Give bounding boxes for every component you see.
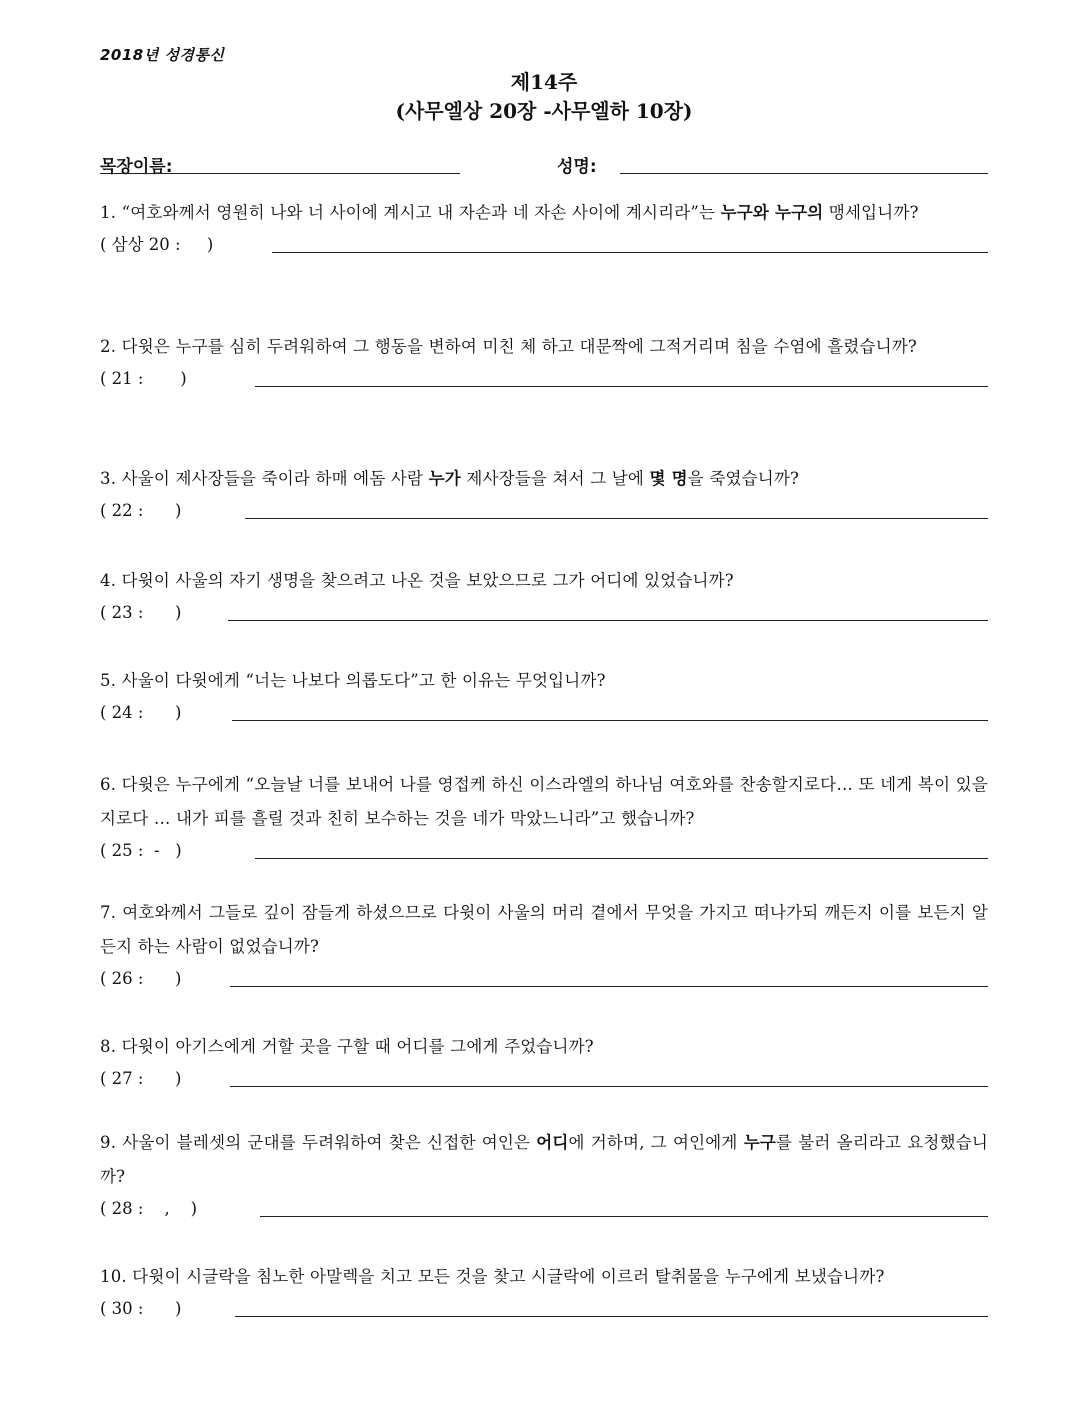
question-2: [100, 330, 988, 394]
church-name-line[interactable]: [100, 173, 460, 174]
question-text-part: 3. 사울이 제사장들을 죽이라 하매 에돔 사람: [100, 469, 429, 488]
answer-row: [100, 1294, 988, 1324]
answer-line[interactable]: [235, 1316, 988, 1317]
verse-reference: ( 24 : ): [100, 703, 182, 722]
week-title: 제14주: [510, 70, 578, 94]
answer-row: [100, 598, 988, 628]
answer-row: [100, 1064, 988, 1094]
church-name-label: 목장이름:: [100, 157, 173, 177]
answer-row: [100, 964, 988, 994]
question-emphasis: 누구: [743, 1133, 776, 1152]
verse-reference: ( 26 : ): [100, 969, 182, 988]
question-text: [100, 664, 988, 698]
question-text: [100, 1126, 988, 1194]
question-5: [100, 664, 988, 728]
verse-reference: ( 28 : , ): [100, 1199, 198, 1218]
header-label: 2018년 성경통신: [100, 46, 225, 64]
answer-line[interactable]: [230, 1086, 988, 1087]
question-text: [100, 330, 988, 364]
question-text-part: 9. 사울이 블레셋의 군대를 두려워하여 찾은 신접한 여인은: [100, 1133, 537, 1152]
answer-row: [100, 1194, 988, 1224]
question-text-part: 7. 여호와께서 그들로 깊이 잠들게 하셨으므로 다윗이 사울의 머리 곁에서 무엇을 가지고 떠나가되 깨든지 이를 보든지 알든지 하는 사람이 없었습니까?: [100, 903, 988, 956]
question-text: [100, 896, 988, 964]
question-text-part: 을 죽였습니까?: [687, 469, 800, 488]
question-text-part: 맹세입니까?: [823, 203, 919, 222]
person-name-label: 성명:: [557, 157, 597, 177]
question-text: [100, 462, 988, 496]
answer-row: [100, 698, 988, 728]
verse-reference: ( 23 : ): [100, 603, 182, 622]
question-text-part: 5. 사울이 다윗에게 “너는 나보다 의롭도다”고 한 이유는 무엇입니까?: [100, 671, 606, 690]
question-text-part: 2. 다윗은 누구를 심히 두려워하여 그 행동을 변하여 미친 체 하고 대문짝에 그적거리며 침을 수염에 흘렸습니까?: [100, 337, 917, 356]
answer-line[interactable]: [260, 1216, 988, 1217]
question-text: [100, 564, 988, 598]
answer-line[interactable]: [232, 720, 988, 721]
question-text: [100, 196, 988, 230]
answer-row: [100, 230, 988, 260]
question-text-part: 에 거하며, 그 여인에게: [568, 1133, 744, 1152]
answer-line[interactable]: [228, 620, 988, 621]
question-text: [100, 768, 988, 836]
scripture-range: (사무엘상 20장 -사무엘하 10장): [395, 99, 693, 123]
question-text-part: 4. 다윗이 사울의 자기 생명을 찾으려고 나온 것을 보았으므로 그가 어디에 있었습니까?: [100, 571, 734, 590]
question-text-part: 10. 다윗이 시글락을 침노한 아말렉을 치고 모든 것을 찾고 시글락에 이르러 탈취물을 누구에게 보냈습니까?: [100, 1267, 885, 1286]
question-4: [100, 564, 988, 628]
question-3: [100, 462, 988, 526]
question-7: [100, 896, 988, 994]
answer-line[interactable]: [245, 518, 988, 519]
verse-reference: ( 27 : ): [100, 1069, 182, 1088]
question-emphasis: 몇 명: [649, 469, 688, 488]
question-emphasis: 어디: [536, 1133, 569, 1152]
info-row: [100, 152, 988, 178]
answer-line[interactable]: [255, 386, 988, 387]
question-text-part: 를 불러 올리라고 요청했습니까?: [100, 1133, 988, 1186]
answer-line[interactable]: [272, 252, 988, 253]
verse-reference: ( 21 : ): [100, 369, 187, 388]
question-text-part: 6. 다윗은 누구에게 “오늘날 너를 보내어 나를 영접케 하신 이스라엘의 하나님 여호와를 찬송할지로다… 또 네게 복이 있을지로다 … 내가 피를 흘릴 것과 친히 보수하는 것을 네가 막았느니라”고 했습니까?: [100, 775, 988, 828]
person-name-line[interactable]: [620, 173, 988, 174]
verse-reference: ( 25 : - ): [100, 841, 182, 860]
question-10: [100, 1260, 988, 1324]
question-emphasis: 누구와 누구의: [720, 203, 824, 222]
answer-line[interactable]: [255, 858, 988, 859]
question-text-part: 1. “여호와께서 영원히 나와 너 사이에 계시고 내 자손과 네 자손 사이에 계시리라”는: [100, 203, 721, 222]
answer-row: [100, 364, 988, 394]
question-text-part: 제사장들을 쳐서 그 날에: [460, 469, 650, 488]
verse-reference: ( 삼상 20 : ): [100, 235, 214, 254]
question-9: [100, 1126, 988, 1224]
question-emphasis: 누가: [428, 469, 461, 488]
title-block: [0, 68, 1088, 126]
question-text: [100, 1030, 988, 1064]
answer-line[interactable]: [230, 986, 988, 987]
verse-reference: ( 22 : ): [100, 501, 182, 520]
answer-row: [100, 836, 988, 866]
question-text: [100, 1260, 988, 1294]
question-1: [100, 196, 988, 260]
question-text-part: 8. 다윗이 아기스에게 거할 곳을 구할 때 어디를 그에게 주었습니까?: [100, 1037, 594, 1056]
verse-reference: ( 30 : ): [100, 1299, 182, 1318]
answer-row: [100, 496, 988, 526]
question-6: [100, 768, 988, 866]
question-8: [100, 1030, 988, 1094]
